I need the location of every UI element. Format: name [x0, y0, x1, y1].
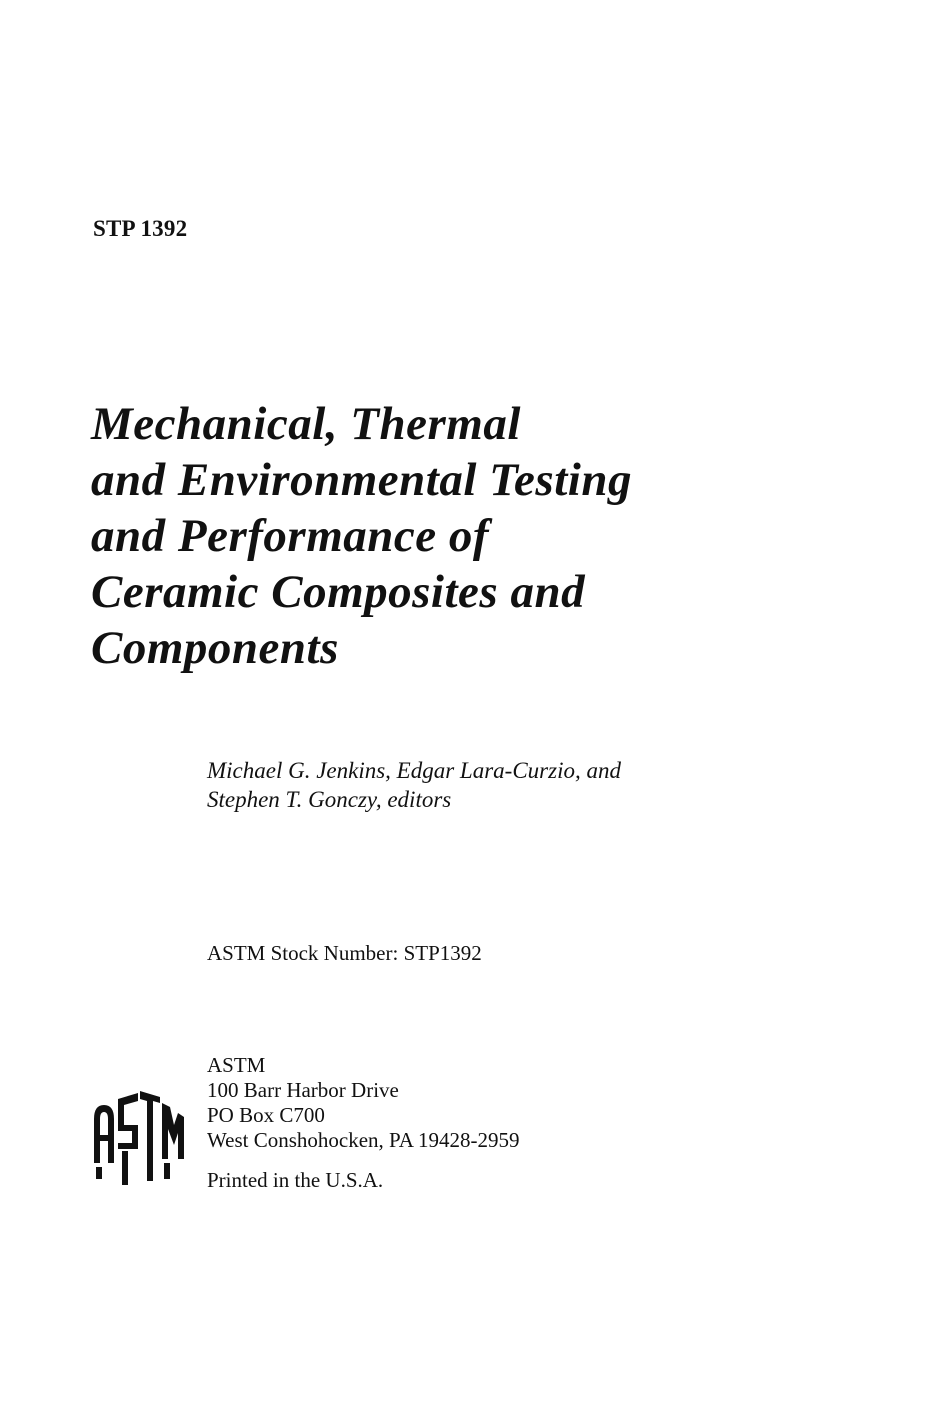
stock-number: ASTM Stock Number: STP1392: [207, 941, 482, 965]
publisher-address: [207, 1053, 520, 1153]
address-line: West Conshohocken, PA 19428-2959: [207, 1128, 520, 1152]
title-line: and Environmental Testing: [91, 454, 632, 506]
editors-line: Stephen T. Gonczy, editors: [207, 787, 452, 812]
astm-logo: [90, 1085, 186, 1191]
editors-line: Michael G. Jenkins, Edgar Lara-Curzio, and: [207, 758, 621, 783]
address-line: PO Box C700: [207, 1103, 325, 1127]
book-title: [91, 396, 851, 676]
astm-logo-icon: [90, 1085, 186, 1191]
editors: [207, 756, 621, 814]
title-line: Components: [91, 622, 339, 674]
title-line: Mechanical, Thermal: [91, 398, 521, 450]
address-line: ASTM: [207, 1053, 266, 1077]
printed-in: Printed in the U.S.A.: [207, 1168, 384, 1192]
title-line: Ceramic Composites and: [91, 566, 586, 618]
title-line: and Performance of: [91, 510, 490, 562]
series-number: STP 1392: [93, 216, 188, 241]
address-line: 100 Barr Harbor Drive: [207, 1078, 399, 1102]
